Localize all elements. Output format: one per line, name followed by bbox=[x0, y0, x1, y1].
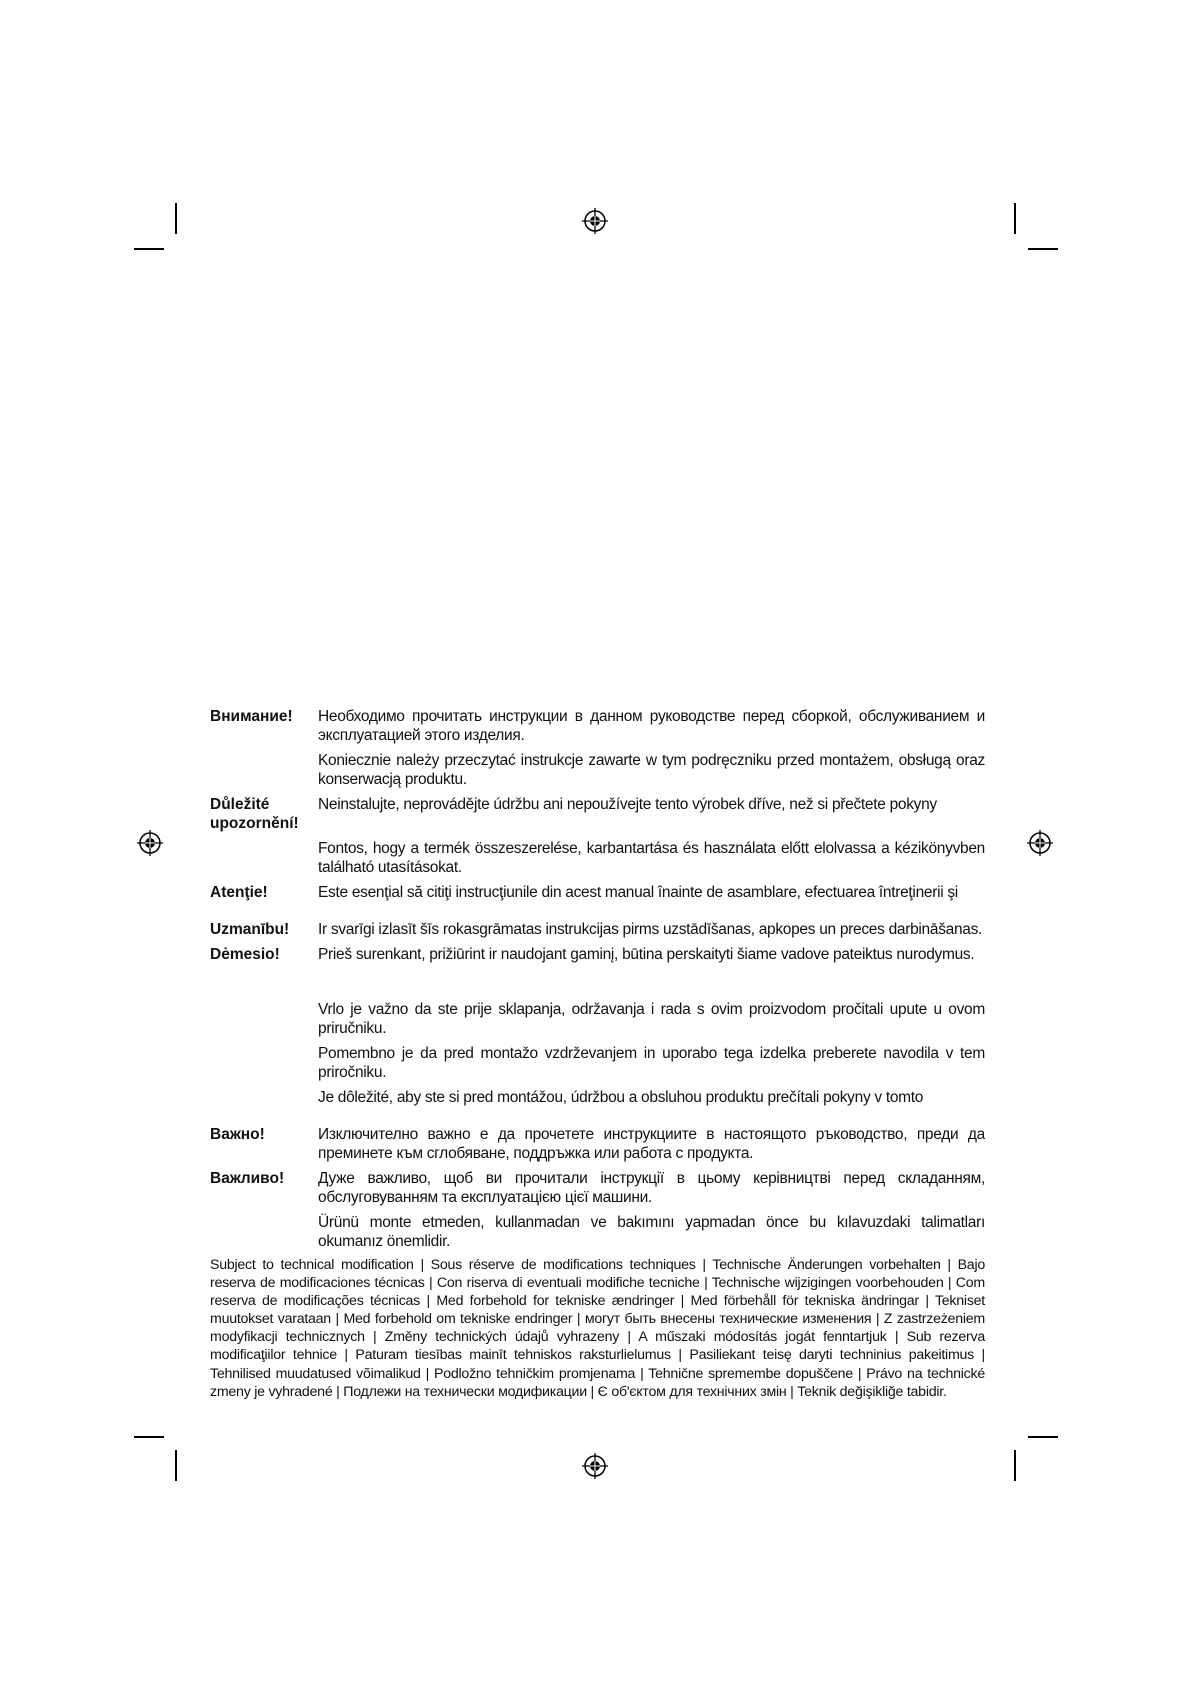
warning-text: Ir svarīgi izlasīt šīs rokasgrāmatas instrukcijas pirms uzstādīšanas, apkopes un preces darbināšanas. bbox=[318, 921, 983, 938]
warning-row bbox=[210, 945, 985, 964]
warning-row bbox=[210, 707, 985, 745]
warning-text: Vrlo je važno da ste prije sklapanja, održavanja i rada s ovim proizvodom pročitali upute u ovom priručniku. bbox=[318, 1001, 985, 1037]
warning-label: Dėmesio! bbox=[210, 946, 280, 963]
registration-mark-icon bbox=[137, 830, 163, 856]
registration-mark-icon bbox=[582, 208, 608, 234]
crop-mark bbox=[175, 203, 177, 234]
warning-label bbox=[210, 1000, 318, 1038]
crop-mark bbox=[1028, 248, 1058, 250]
warning-row bbox=[210, 751, 985, 789]
warning-row bbox=[210, 883, 985, 902]
warning-row bbox=[210, 1088, 985, 1107]
crop-mark bbox=[175, 1450, 177, 1481]
warning-text: Необходимо прочитать инструкции в данном руководстве перед сборкой, обслуживанием и эксплуатацией этого изделия. bbox=[318, 708, 985, 744]
warning-label: Atenţie! bbox=[210, 884, 268, 901]
warning-text: Je dôležité, aby ste si pred montážou, údržbou a obsluhou produktu prečítali pokyny v tomto bbox=[318, 1089, 924, 1106]
warning-row bbox=[210, 920, 985, 939]
warning-label: Важливо! bbox=[210, 1170, 285, 1187]
warning-text: Изключително важно е да прочетете инструкциите в настоящото ръководство, преди да преминете към сглобяване, поддръжка или работа с продукта. bbox=[318, 1126, 985, 1162]
registration-mark-icon bbox=[1027, 830, 1053, 856]
crop-mark bbox=[134, 248, 164, 250]
crop-mark bbox=[1028, 1436, 1058, 1438]
warning-text: Дуже важливо, щоб ви прочитали інструкції в цьому керівництві перед складанням, обслуговуванням та експлуатацією цієї машини. bbox=[318, 1170, 985, 1206]
warning-text: Koniecznie należy przeczytać instrukcje zawarte w tym podręczniku przed montażem, obsługą oraz konserwacją produktu. bbox=[318, 752, 985, 788]
warning-label: Důležité upozornění! bbox=[210, 796, 299, 832]
warning-label bbox=[210, 1088, 318, 1107]
warning-row bbox=[210, 1000, 985, 1038]
warning-row bbox=[210, 1169, 985, 1207]
warning-row bbox=[210, 795, 985, 833]
warning-label: Важно! bbox=[210, 1126, 265, 1143]
warnings-block bbox=[210, 707, 985, 1257]
warning-row bbox=[210, 839, 985, 877]
warning-label bbox=[210, 839, 318, 877]
warning-label bbox=[210, 1213, 318, 1251]
crop-mark bbox=[134, 1436, 164, 1438]
warning-row bbox=[210, 1213, 985, 1251]
warning-row bbox=[210, 1125, 985, 1163]
warning-text: Neinstalujte, neprovádějte údržbu ani nepoužívejte tento výrobek dříve, než si přečtete pokyny bbox=[318, 796, 937, 813]
warning-row bbox=[210, 1044, 985, 1082]
warning-text: Pomembno je da pred montažo vzdrževanjem in uporabo tega izdelka preberete navodila v tem priročniku. bbox=[318, 1045, 985, 1081]
warning-label: Uzmanību! bbox=[210, 921, 290, 938]
crop-mark bbox=[1014, 1450, 1016, 1481]
registration-mark-icon bbox=[582, 1453, 608, 1479]
warning-text: Fontos, hogy a termék összeszerelése, karbantartása és használata előtt elolvassa a kézikönyvben található utasításokat. bbox=[318, 840, 985, 876]
warning-text: Este esenţial să citiţi instrucţiunile din acest manual înainte de asamblare, efectuarea întreţinerii şi bbox=[318, 884, 958, 901]
warning-label bbox=[210, 1044, 318, 1082]
crop-mark bbox=[1014, 203, 1016, 234]
technical-modifications-notice: Subject to technical modification | Sous réserve de modifications techniques | Technische Änderungen vorbehalten | Bajo reserva de modificaciones técnicas | Con riserva di eventuali modifiche tecniche | Technische wijzigingen voorbehouden | Com reserva de modificações técnicas | Med forbehold for tekniske ændringer | Med förbehåll för tekniska ändringar | Tekniset muutokset varataan | Med forbehold om tekniske endringer | могут быть внесены технические изменения | Z zastrzeżeniem modyfikacji technicznych | Změny technických údajů vyhrazeny | A műszaki módosítás jogát fenntartjuk | Sub rezerva modificaţiilor tehnice | Paturam tiesības mainīt tehniskos raksturlielumus | Pasiliekant teisę daryti techninius pakeitimus | Tehnilised muudatused võimalikud | Podložno tehničkim promjenama | Tehnične spremembe dopuščene | Právo na technické zmeny je vyhradené | Подлежи на технически модификации | Є об'єктом для технічних змін | Teknik değişikliğe tabidir. bbox=[210, 1257, 985, 1400]
warning-text: Prieš surenkant, prižiūrint ir naudojant gaminį, būtina perskaityti šiame vadove pateiktus nurodymus. bbox=[318, 946, 975, 963]
warning-label: Внимание! bbox=[210, 708, 293, 725]
warning-text: Ürünü monte etmeden, kullanmadan ve bakımını yapmadan önce bu kılavuzdaki talimatları okumanız önemlidir. bbox=[318, 1214, 985, 1250]
warning-label bbox=[210, 751, 318, 789]
